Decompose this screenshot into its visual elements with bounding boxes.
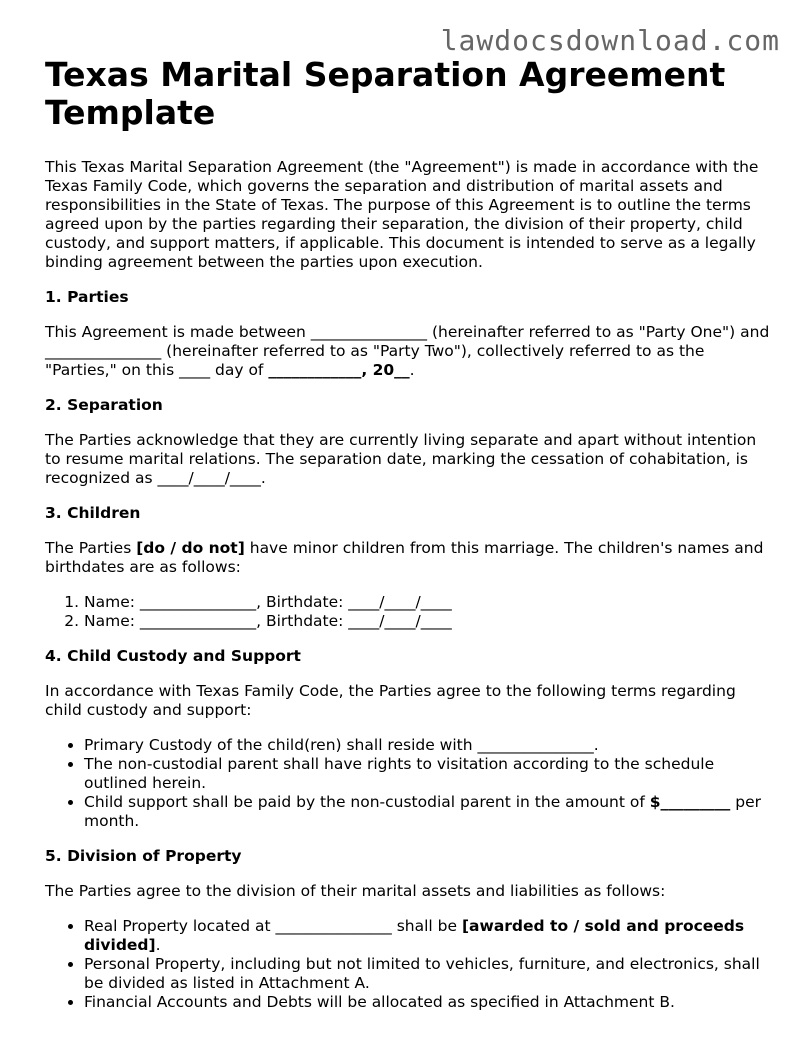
real-property-option: [awarded to / sold and proceeds divided] [84,917,745,954]
document-body [45,56,770,1028]
children-text: The Parties [45,539,137,557]
parties-date-blank: ____________, 20__ [268,361,410,379]
list-item: 1. Name: _______________, Birthdate: ____/____/____ [84,593,770,612]
parties-paragraph [45,323,770,380]
children-option: [do / do not] [136,539,245,557]
section-heading-separation: 2. Separation [45,396,163,414]
support-amount-blank: $_________ [649,793,731,811]
list-item: 2. Name: _______________, Birthdate: ____/____/____ [84,612,770,631]
separation-paragraph: The Parties acknowledge that they are currently living separate and apart without intention to resume marital relations. The separation date, marking the cessation of cohabitation, is recognized as ____/____/____. [45,431,757,487]
section-heading-property: 5. Division of Property [45,847,242,865]
page-title: Texas Marital Separation Agreement Template [45,55,726,132]
real-property-text-end: . [155,936,161,954]
section-heading-children: 3. Children [45,504,141,522]
intro-paragraph: This Texas Marital Separation Agreement (the "Agreement") is made in accordance with the Texas Family Code, which governs the separation and distribution of marital assets and responsibilities in the State of Texas. The purpose of this Agreement is to outline the terms agreed upon by the parties regarding their separation, the division of their property, child custody, and support matters, if applicable. This document is intended to serve as a legally binding agreement between the parties upon execution. [45,158,759,271]
list-item [84,793,770,831]
support-text: Child support shall be paid by the non-custodial parent in the amount of [84,793,650,811]
children-paragraph [45,539,770,577]
parties-text-end: . [409,361,415,379]
watermark: lawdocsdownload.com [440,24,780,57]
section-heading-custody: 4. Child Custody and Support [45,647,301,665]
property-list [45,917,770,1012]
property-paragraph: The Parties agree to the division of their marital assets and liabilities as follows: [45,882,666,900]
real-property-text: Real Property located at _______________ shall be [84,917,462,935]
custody-paragraph: In accordance with Texas Family Code, the Parties agree to the following terms regarding child custody and support: [45,682,736,719]
list-item: • Primary Custody of the child(ren) shall reside with _______________. [84,736,770,755]
custody-list [45,736,770,831]
children-list [45,593,770,631]
children-text-end: have minor children from this marriage. The children's names and birthdates are as follows: [45,539,764,576]
list-item: • Personal Property, including but not limited to vehicles, furniture, and electronics, shall be divided as listed in Attachment A. [84,955,770,993]
list-item [84,917,770,955]
parties-text: This Agreement is made between _______________ (hereinafter referred to as "Party One") and _______________ (hereinafter referred to as "Party Two"), collectively referred to as the "Parties," on this ____ day of [45,323,770,379]
support-text-end: per month. [84,793,761,830]
list-item: • Financial Accounts and Debts will be allocated as specified in Attachment B. [84,993,770,1012]
list-item: • The non-custodial parent shall have rights to visitation according to the schedule outlined herein. [84,755,770,793]
section-heading-parties: 1. Parties [45,288,129,306]
